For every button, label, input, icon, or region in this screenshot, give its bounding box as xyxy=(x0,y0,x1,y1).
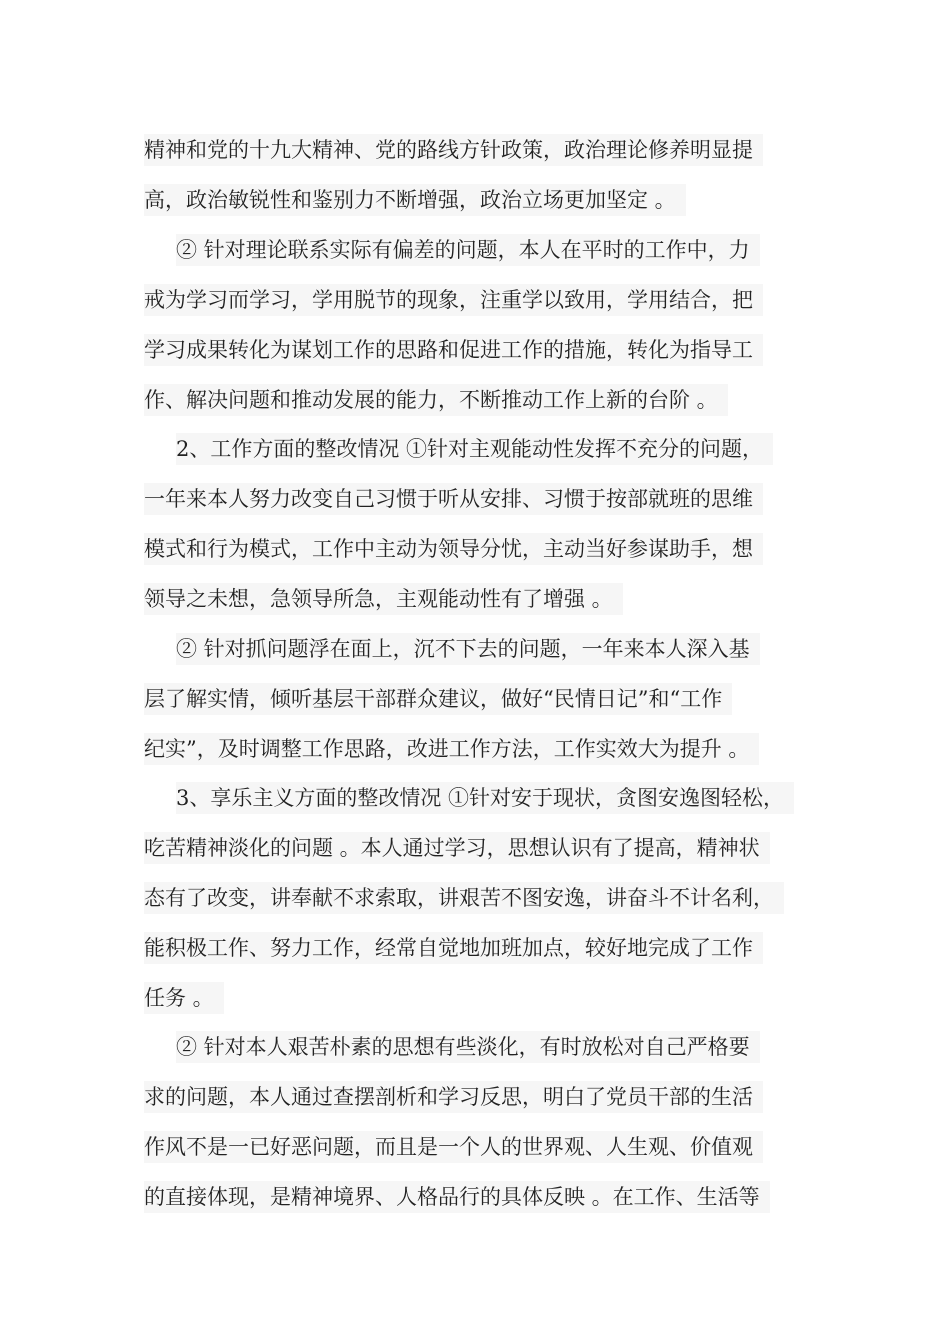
text-line: 吃苦精神淡化的问题 。本人通过学习，思想认识有了提高，精神状 xyxy=(144,829,770,867)
text-line: 层了解实情，倾听基层干部群众建议，做好“民情日记”和“工作 xyxy=(144,680,732,718)
text-line: 态有了改变，讲奉献不求索取，讲艰苦不图安逸，讲奋斗不计名利， xyxy=(144,879,784,917)
text-line: 2、工作方面的整改情况 ①针对主观能动性发挥不充分的问题， xyxy=(176,430,773,468)
text-line: 的直接体现，是精神境界、人格品行的具体反映 。在工作、生活等 xyxy=(144,1178,770,1216)
text-line: 能积极工作、努力工作，经常自觉地加班加点，较好地完成了工作 xyxy=(144,929,763,967)
text-line: 精神和党的十九大精神、党的路线方针政策，政治理论修养明显提 xyxy=(144,131,763,169)
text-line: ② 针对抓问题浮在面上，沉不下去的问题，一年来本人深入基 xyxy=(176,630,760,668)
text-line: ② 针对本人艰苦朴素的思想有些淡化，有时放松对自己严格要 xyxy=(176,1028,760,1066)
text-line: 高，政治敏锐性和鉴别力不断增强，政治立场更加坚定 。 xyxy=(144,181,686,219)
text-line: 领导之未想，急领导所急，主观能动性有了增强 。 xyxy=(144,580,623,618)
text-line: 求的问题，本人通过查摆剖析和学习反思，明白了党员干部的生活 xyxy=(144,1078,763,1116)
text-line: 纪实”，及时调整工作思路，改进工作方法，工作实效大为提升 。 xyxy=(144,730,759,768)
text-line: 作、解决问题和推动发展的能力，不断推动工作上新的台阶 。 xyxy=(144,381,728,419)
text-line: 任务 。 xyxy=(144,979,224,1017)
text-line: 一年来本人努力改变自己习惯于听从安排、习惯于按部就班的思维 xyxy=(144,480,763,518)
text-line: 3、享乐主义方面的整改情况 ①针对安于现状，贪图安逸图轻松， xyxy=(176,779,794,817)
text-line: 模式和行为模式，工作中主动为领导分忧，主动当好参谋助手，想 xyxy=(144,530,763,568)
text-line: 学习成果转化为谋划工作的思路和促进工作的措施，转化为指导工 xyxy=(144,331,763,369)
text-line: ② 针对理论联系实际有偏差的问题，本人在平时的工作中，力 xyxy=(176,231,760,269)
text-line: 作风不是一已好恶问题，而且是一个人的世界观、人生观、价值观 xyxy=(144,1128,763,1166)
text-line: 戒为学习而学习，学用脱节的现象，注重学以致用，学用结合，把 xyxy=(144,281,763,319)
